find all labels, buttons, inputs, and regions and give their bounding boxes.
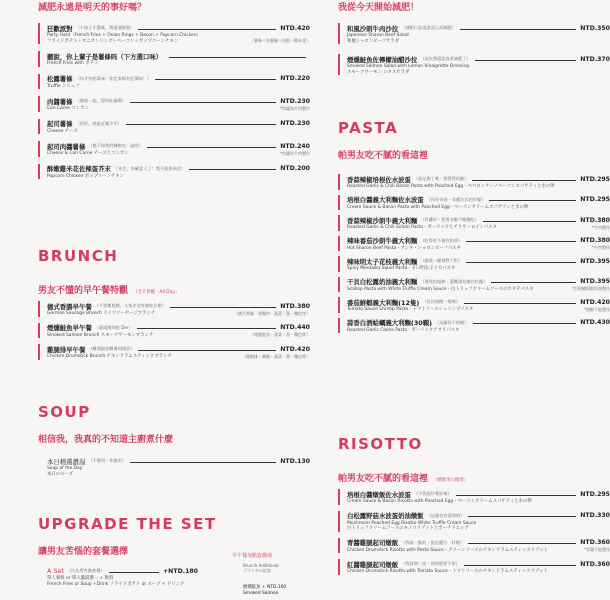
menu-item-name: 培根白醬燉飯佐水波蛋 [347, 490, 411, 499]
price-leader [130, 102, 276, 103]
menu-item [38, 51, 310, 67]
menu-item [38, 323, 310, 339]
pasta-list [338, 174, 610, 338]
price-leader [138, 350, 276, 351]
menu-item-desc: Popcorn Chicken ポップコーンチキン [47, 173, 124, 179]
menu-item-name: 蒜香白酒蛤蠣義大利麵(30顆) [347, 319, 433, 327]
price-leader [489, 200, 576, 201]
price-leader [189, 169, 276, 170]
menu-item-extra: *肉醬為牛肉製作 [280, 105, 310, 111]
menu-item-price: NTD.370 [580, 55, 610, 63]
menu-item [38, 119, 310, 135]
menu-item [338, 23, 610, 44]
menu-item-desc: Roasted Garlic & Chili Bacon Pasta with Poached Egg - ペペロンチーノベーコンスパゲティと水の卵 [347, 184, 555, 189]
set-a-desc-1: 單人薯條 or 單人濃湯選一 + 飲料 [47, 576, 114, 581]
price-leader [472, 180, 576, 181]
menu-item-desc: Smoked Salmon Salad with Lemon Vinaigrette Dressing [347, 64, 470, 69]
menu-item-price: NTD.380 [280, 302, 310, 310]
menu-item-desc: 和風シャロンビーフサラダ [347, 38, 400, 44]
menu-item [338, 195, 610, 211]
menu-item-name: 肉醬薯條 [47, 97, 73, 106]
menu-item-desc: Truffle トリュフ [47, 83, 80, 89]
menu-item [338, 256, 610, 272]
menu-item-note: （乳蘸好・把男友餵不飽擔吃） [420, 217, 479, 222]
menu-item-note: （這次我還認真要減肥了） [420, 56, 471, 61]
set-a-item [38, 566, 198, 587]
menu-item [38, 164, 310, 180]
menu-item-price: NTD.430 [580, 319, 610, 326]
menu-item [338, 538, 610, 554]
menu-item-name: 青醬雞腿起司燉飯 [347, 539, 399, 547]
menu-item-name: 聽說，你上輩子是薯條吗（下方選口味） [47, 52, 163, 61]
menu-item [38, 74, 310, 90]
menu-item-desc: Con Carne コンカン [47, 106, 89, 111]
risotto-subtitle-row [338, 466, 468, 485]
price-leader [466, 241, 576, 242]
menu-item-note: （難我跟你體養同樣意） [88, 346, 135, 351]
menu-item-desc: Tomato Sauce Shrimp Pasta - トマトソースシュリンプパスタ [347, 307, 474, 312]
menu-item-name: 辣味番茄沙朗牛義大利麵 [347, 237, 418, 245]
menu-item-name: 煙燻鮭魚早午餐 [47, 324, 92, 332]
soup-item-desc-jp: 本日のスープ [47, 471, 73, 477]
addon-price-line1: 煙燻鮭魚 + NTD.100 [243, 585, 287, 590]
menu-item [338, 215, 610, 231]
menu-item-note: （你才有點菜味！你走家都有在菜味！） [75, 75, 151, 81]
menu-item-desc: Smoked Salmon Brunch スモークサーモンブランチ [47, 332, 154, 338]
menu-item-name: 起司肉醬薯條 [47, 142, 86, 151]
menu-item-name: 煙燻鮭魚佐檸檬油醋沙拉 [347, 55, 418, 64]
menu-item-note: （比比每跑一隻嗎） [422, 299, 460, 304]
menu-item-desc: Hot Sharon Beef Pasta - サンタ・ショロンビーフパスタ [347, 245, 461, 251]
menu-item [338, 54, 610, 75]
set-a-name: A Set [47, 567, 64, 575]
set-a-desc-2: French Fries or Soup +Drink フライドポテト or スープ + ドリンク [47, 581, 185, 587]
menu-item-price: NTD.420 [280, 345, 310, 353]
set-a-note: （比比所有點套餐） [66, 568, 105, 573]
risotto-list [338, 489, 610, 581]
menu-item-desc: Scallop Pasta with White Truffle Cream Sauce - 白トリュフクリームソースのホタテパスタ [347, 286, 534, 292]
menu-item-desc: Mushroom Poached Egg Risotto White Truffle Cream Sauce [347, 520, 477, 526]
menu-item [38, 301, 310, 317]
menu-item-note: （脂肪一起，得扮肚審場） [75, 98, 126, 103]
menu-item-desc: Cheese チーズ [47, 128, 78, 134]
price-leader [475, 60, 577, 61]
addon-price-line2: Smoked Salmon [243, 590, 279, 596]
pasta-title: PASTA [338, 119, 399, 137]
price-leader [483, 221, 576, 222]
menu-item-price: NTD.230 [280, 97, 310, 105]
menu-item-note: （這蘑你不的喔） [435, 319, 469, 325]
price-leader [466, 262, 576, 263]
price-leader [460, 29, 577, 30]
price-leader [130, 462, 276, 463]
menu-item-desc: フライドポテト＋オニオンリング＋ベーコン＋ポップコーンチキン [47, 38, 178, 44]
soup-item-price: NTD.130 [280, 457, 310, 465]
menu-item-name: 起司薯條 [47, 120, 73, 128]
menu-item-price: NTD.360 [580, 539, 610, 546]
menu-item [338, 297, 610, 313]
menu-item [338, 489, 610, 505]
menu-item-name: 雞腿排早午餐 [47, 345, 86, 354]
menu-item-note: （你好，我最近減少多） [75, 120, 122, 126]
menu-item-desc: Spicy Mentaiko Squid Pasta - 辛口明太子イカパスタ [347, 266, 456, 271]
price-leader [137, 328, 276, 329]
price-leader [456, 495, 577, 496]
menu-item-name: 香蒜辣椒沙朗牛義大利麵 [347, 216, 418, 225]
addon-desc-en: Brunch Additional [243, 563, 279, 568]
menu-item-note: （這個也有混到的） [426, 512, 465, 518]
soup-item-desc-en: Soup of the Day [47, 466, 83, 471]
menu-item-extra: *牛肉製作 [592, 245, 610, 250]
brunch-subtitle: 男友不懂的早午餐特觀 [38, 286, 129, 296]
brunch-title: BRUNCH [38, 247, 119, 265]
menu-item-extra: （薯條＋洋蔥圈＋培根＋雞米花） [250, 38, 310, 43]
soup-item-name: 本日精選濃湯 [47, 457, 86, 466]
menu-item-note: （我看一緊的・從這邊分，好喔） [401, 539, 464, 545]
menu-item-note: （還需錢同吃 Der） [94, 324, 133, 330]
price-leader [468, 516, 576, 517]
menu-item [38, 23, 310, 44]
menu-item [338, 559, 610, 575]
menu-item-name: 培根白醬義大利麵佐水波蛋 [347, 196, 424, 204]
menu-item-price: NTD.350 [580, 24, 610, 32]
addon-label: 早午餐加點套濃湯 [232, 553, 273, 559]
menu-item-note: （不管說好嗎好嗎） [413, 491, 452, 496]
menu-item [338, 318, 610, 334]
menu-item-extra: （煙燻鮭魚・蔬菜・蛋・麵包等） [250, 332, 310, 337]
menu-item-note: （吃得吃不會有陷病） [420, 237, 463, 243]
menu-item-price: NTD.330 [580, 512, 610, 519]
menu-item-desc: Party Hard（French Fries + Onion Rings + Bacon + Popcorn Chicken） [47, 33, 201, 38]
menu-item-name: 香蒜辣椒培根佐水波蛋 [347, 175, 411, 184]
price-leader [169, 57, 306, 58]
menu-item-extra: *甜椒不能製作 [584, 306, 610, 312]
menu-item-note: （跟我一樣辣對不對） [420, 258, 463, 263]
menu-item-name: 狂歡派對 [47, 24, 73, 33]
menu-item-price: NTD.420 [580, 298, 610, 306]
menu-item-price: NTD.395 [580, 257, 610, 265]
menu-item-price: NTD.395 [580, 278, 610, 285]
menu-item-note: （就足夠了嗎・我覺得再點） [413, 176, 469, 181]
salad-list [338, 23, 610, 85]
price-leader [473, 323, 577, 324]
menu-item-desc: Japanese Sharon Beef Salad [347, 33, 409, 38]
menu-item-note: （小孩子才選擇，我通通都要） [75, 25, 135, 30]
price-leader [109, 572, 159, 573]
upgrade-title: UPGRADE THE SET [38, 515, 217, 533]
pasta-subtitle: 帕男友吃不膩的看這裡 [338, 151, 429, 161]
menu-item-price: NTD.230 [280, 120, 310, 127]
price-leader [491, 282, 576, 283]
menu-item-extra: *青醬不能製作 [584, 547, 610, 552]
brunch-subtitle-row [38, 278, 179, 297]
menu-item-price: NTD.380 [580, 216, 610, 224]
menu-item [38, 344, 310, 360]
menu-item-desc: Roasted Garlic & Chili Sirloin Pasta - ガーリックとチリサーロインパスタ [347, 225, 497, 230]
menu-item-desc: German Sausage Brunch ドイツソーセージブランチ [47, 311, 156, 316]
menu-item-price: NTD.295 [580, 175, 610, 183]
menu-item-desc: 白トリュフクリームソースのキノコリゾットとポーチドエッグ [347, 526, 469, 531]
menu-item-name: 紅醬雞腿起司燉飯 [347, 560, 399, 569]
menu-item-name: 番茄鮮蝦義大利麵(12隻) [347, 298, 420, 307]
risotto-subtitle: 帕男友吃不膩的看這裡 [338, 474, 429, 484]
menu-item-desc: Chicken Drumstick Risotto with Pesto Sauce - グリーンソースのチキンドラムスティックリゾット [347, 547, 548, 553]
price-leader [155, 79, 276, 80]
risotto-subtitle-note: （燉飯米白燉煮） [433, 478, 469, 483]
menu-item-extra: *肉醬為牛肉製作 [280, 150, 310, 156]
menu-item-note: （減肥只是說說而已而減肥） [401, 25, 456, 30]
menu-item-price: NTD.440 [280, 324, 310, 331]
menu-item-extra: （德式香腸・香腸肉・蔬菜・蛋・麵包等） [234, 310, 310, 316]
menu-item-name: 干貝白松露奶油義大利麵 [347, 278, 418, 286]
soup-title: SOUP [38, 403, 91, 421]
brunch-list [38, 301, 310, 366]
fries-list [38, 23, 310, 186]
menu-item-price: NTD.295 [580, 196, 610, 203]
menu-item [38, 96, 310, 112]
menu-item-price: NTD.240 [280, 142, 310, 150]
menu-item-desc: Roasted Garlic Clams Pasta - ガーリックアサリパスタ [347, 327, 460, 333]
price-leader [138, 29, 276, 30]
section-intro-right: 我從今天開始減肥！ [338, 3, 420, 13]
price-leader [464, 303, 576, 304]
menu-item-desc: Chicken Drumstick Risotto with Tomato Sauce - トマトソースのチキンドラムスティックリゾット [347, 569, 548, 574]
section-intro-left: 減肥永遠是明天的事好嗎？ [38, 3, 147, 13]
menu-item-extra: （雞腿排・雞腿・蔬菜・蛋・麵包等） [242, 353, 310, 359]
menu-item-name: 和風沙朗牛肉沙拉 [347, 24, 399, 33]
brunch-subtitle-note: （全天供應・All Day） [133, 290, 180, 295]
menu-item [338, 277, 610, 293]
set-a-price: +NTD.180 [163, 567, 198, 575]
menu-item-price: NTD.360 [580, 560, 610, 568]
soup-item-note: （不會用・你會用） [88, 458, 127, 463]
menu-item-name: 辣味明太子花枝義大利麵 [347, 257, 418, 266]
price-leader [147, 147, 276, 148]
menu-item-extra: *生蛤蠣與鮮奶油製作 [572, 286, 610, 291]
soup-item [38, 456, 310, 477]
menu-item-note: （要我的超棒・還撒漂亮燉白松露） [420, 278, 488, 284]
menu-item-note: （我再問一次・你到底要不要） [401, 561, 460, 566]
price-leader [170, 307, 276, 308]
menu-item [338, 236, 610, 252]
menu-item-desc: Cream Sauce & Bacon Risotto with Poached Egg - ベーコンクリームスパゲティと水の卵 [347, 499, 532, 504]
menu-item-note: （你好奇怪・有種法式的早餐） [426, 196, 486, 202]
addon-desc-jp: ブランチの追加 [243, 568, 271, 573]
menu-item-price: NTD.295 [580, 490, 610, 498]
menu-item [338, 511, 610, 532]
price-leader [126, 124, 277, 125]
menu-item-extra: *牛肉製作 [592, 224, 610, 230]
menu-item-note: （都不如我們擁抱在一起吧） [88, 143, 143, 148]
upgrade-subtitle: 讓男友苦惱的套餐選擇 [38, 547, 129, 557]
price-leader [468, 543, 576, 544]
menu-item-desc: French Fries with ポテト [47, 61, 99, 66]
menu-item-price: NTD.220 [280, 75, 310, 82]
menu-item-name: 德式香腸早午餐 [47, 302, 92, 311]
menu-item-desc: Cream Sauce & Bacon Pasta with Poached Egg - ベーコンクリームスパゲティと水の卵 [347, 204, 529, 210]
menu-item-price: NTD.420 [280, 24, 310, 32]
menu-item-price: NTD.380 [580, 237, 610, 244]
menu-item-note: （先生，你確認人了！我不需要米花） [113, 165, 186, 171]
addon-price [243, 585, 286, 596]
menu-item-desc: スモークサーモン レタスサラダ [347, 69, 410, 75]
menu-item-note: （不要尷尬喔，人家才沒有偷吃什麼） [94, 303, 166, 308]
risotto-title: RISOTTO [338, 435, 423, 453]
menu-item-desc: Chicken Drumstick Brunch チキンドラムスティックブランチ [47, 354, 172, 359]
soup-subtitle: 相信我，我真的不知道主廚煮什麼 [38, 435, 174, 445]
menu-item-name: 白松露野菇水波蛋奶油燉飯 [347, 512, 424, 520]
menu-item-desc: Cheese & Con Carne チーズとコンカン [47, 151, 129, 156]
price-leader [464, 565, 576, 566]
addon-desc [243, 563, 279, 573]
menu-item-name: 松露薯條 [47, 75, 73, 83]
menu-item [338, 174, 610, 190]
menu-item-name: 酥嫩雞米花佐辣蛋芥末 [47, 165, 111, 173]
menu-item-price: NTD.200 [280, 165, 310, 172]
menu-item [38, 141, 310, 157]
